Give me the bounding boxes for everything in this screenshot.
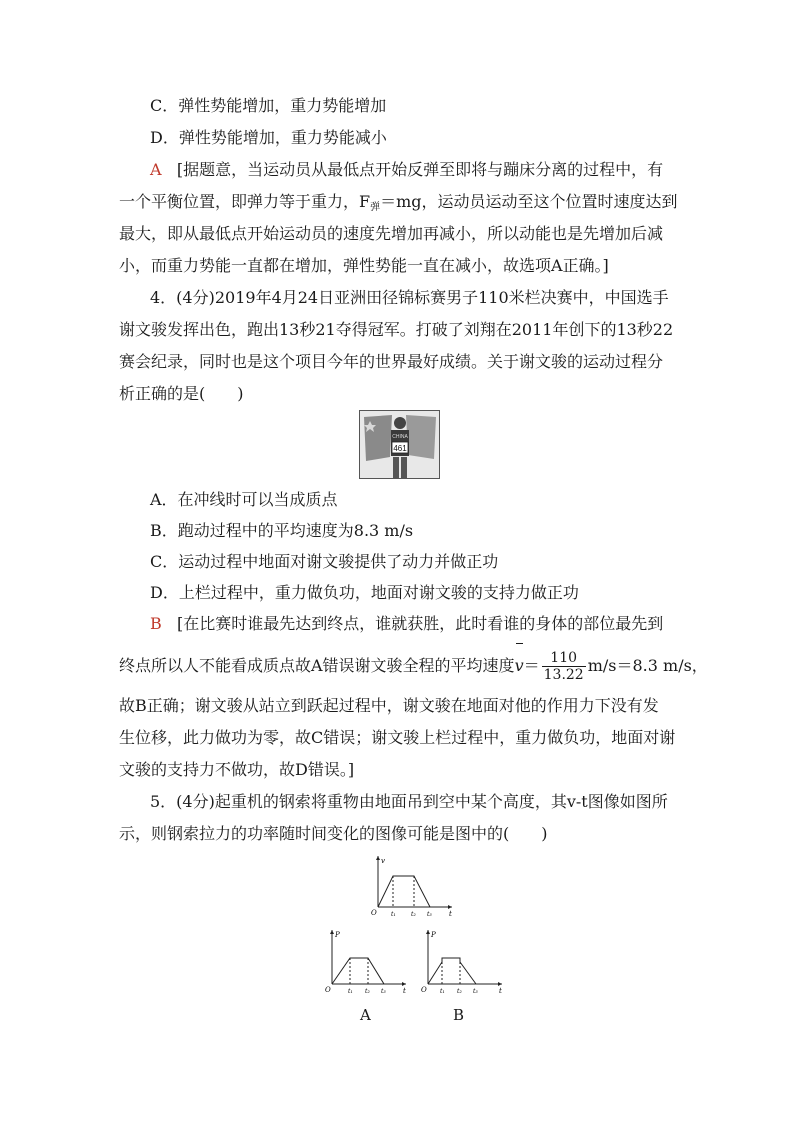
fraction-numerator: 110 xyxy=(542,650,586,667)
q3-answer-text2a: 一个平衡位置，即弹力等于重力，F xyxy=(119,192,371,211)
vt-curve xyxy=(378,876,430,907)
q3-option-d: D．弹性势能增加，重力势能减小 xyxy=(150,128,387,147)
q4-answer-text2b: m/s＝8.3 m/s， xyxy=(587,656,708,675)
b-origin: O xyxy=(421,986,427,994)
q4-stem-line2: 谢文骏发挥出色，跑出13秒21夺得冠军。打破了刘翔在2011年创下的13秒22 xyxy=(119,320,674,339)
b-tick-t2: t₂ xyxy=(457,988,462,995)
equals-sign: ＝ xyxy=(523,656,540,675)
vt-origin: O xyxy=(371,909,377,917)
vt-y-label: v xyxy=(381,857,385,865)
q3-force-subscript: 弹 xyxy=(370,202,381,213)
b-tick-t3: t₃ xyxy=(473,988,478,995)
q4-answer-line1 xyxy=(150,614,663,634)
fraction-denominator: 13.22 xyxy=(543,667,584,683)
q4-answer-letter: B xyxy=(150,614,162,633)
graph-a-caption: A xyxy=(360,1006,371,1024)
a-tick-t1: t₁ xyxy=(348,988,353,995)
q3-answer-line4: 小，而重力势能一直都在增加，弹性势能一直在减小，故选项A正确。] xyxy=(119,256,609,275)
a-tick-t3: t₃ xyxy=(381,988,386,995)
vt-graph xyxy=(368,852,458,918)
q5-stem-line2: 示，则钢索拉力的功率随时间变化的图像可能是图中的( ) xyxy=(119,824,548,843)
q4-answer-line2 xyxy=(119,646,708,686)
q3-answer-line2 xyxy=(119,192,678,218)
q4-answer-line3: 故B正确；谢文骏从站立到跃起过程中，谢文骏在地面对他的作用力下没有发 xyxy=(119,696,659,715)
q4-answer-text2a: 终点所以人不能看成质点故A错误谢文骏全程的平均速度 xyxy=(119,656,515,675)
pt-graph-b xyxy=(418,926,508,998)
b-tick-t1: t₁ xyxy=(440,988,445,995)
q3-answer-letter: A xyxy=(150,160,162,179)
vt-tick-t2: t₂ xyxy=(411,911,416,918)
vt-tick-t1: t₁ xyxy=(391,911,396,918)
pt-graph-a xyxy=(322,926,412,998)
q4-option-d: D．上栏过程中，重力做负功，地面对谢文骏的支持力做正功 xyxy=(150,583,579,602)
b-x-label: t xyxy=(499,987,502,995)
q4-option-b: B．跑动过程中的平均速度为8.3 m/s xyxy=(150,521,414,540)
q4-option-a: A．在冲线时可以当成质点 xyxy=(150,490,338,509)
q3-answer-line3: 最大，即从最低点开始运动员的速度先增加再减小，所以动能也是先增加后减 xyxy=(119,224,664,243)
bib-number: 461 xyxy=(393,444,407,453)
q4-stem-line3: 赛会纪录，同时也是这个项目今年的世界最好成绩。关于谢文骏的运动过程分 xyxy=(119,352,664,371)
b-y-label: P xyxy=(431,931,436,939)
q4-answer-text1: [在比赛时谁最先达到终点，谁就获胜，此时看谁的身体的部位最先到 xyxy=(177,614,664,633)
a-curve xyxy=(332,958,384,984)
q3-answer-text2b: ＝mg，运动员运动至这个位置时速度达到 xyxy=(380,192,678,211)
athlete-photo-drawing xyxy=(360,411,439,478)
q3-option-c: C．弹性势能增加，重力势能增加 xyxy=(150,96,387,115)
graph-b-caption: B xyxy=(453,1006,465,1024)
q4-stem-line1: 4．(4分)2019年4月24日亚洲田径锦标赛男子110米栏决赛中，中国选手 xyxy=(150,288,669,307)
q4-stem-line4: 析正确的是( ) xyxy=(119,384,244,403)
a-tick-t2: t₂ xyxy=(365,988,370,995)
q3-answer-text1: [据题意，当运动员从最低点开始反弹至即将与蹦床分离的过程中，有 xyxy=(176,160,664,179)
q4-answer-line4: 生位移，此力做功为零，故C错误；谢文骏上栏过程中，重力做负功，地面对谢 xyxy=(119,728,676,747)
shirt-text: CHINA xyxy=(392,434,408,440)
a-x-label: t xyxy=(403,987,406,995)
q3-answer-line1 xyxy=(150,160,663,180)
a-origin: O xyxy=(325,986,331,994)
average-velocity-symbol: v xyxy=(515,646,524,686)
vt-x-label: t xyxy=(449,910,452,918)
athlete-photo xyxy=(359,410,440,479)
vt-tick-t3: t₃ xyxy=(427,911,432,918)
q4-option-c: C．运动过程中地面对谢文骏提供了动力并做正功 xyxy=(150,552,499,571)
q4-answer-line5: 文骏的支持力不做功，故D错误。] xyxy=(119,760,355,779)
q5-stem-line1: 5．(4分)起重机的钢索将重物由地面吊到空中某个高度，其v-t图像如图所 xyxy=(150,792,668,811)
a-y-label: P xyxy=(335,931,340,939)
velocity-fraction xyxy=(542,650,586,683)
b-curve xyxy=(428,958,476,984)
